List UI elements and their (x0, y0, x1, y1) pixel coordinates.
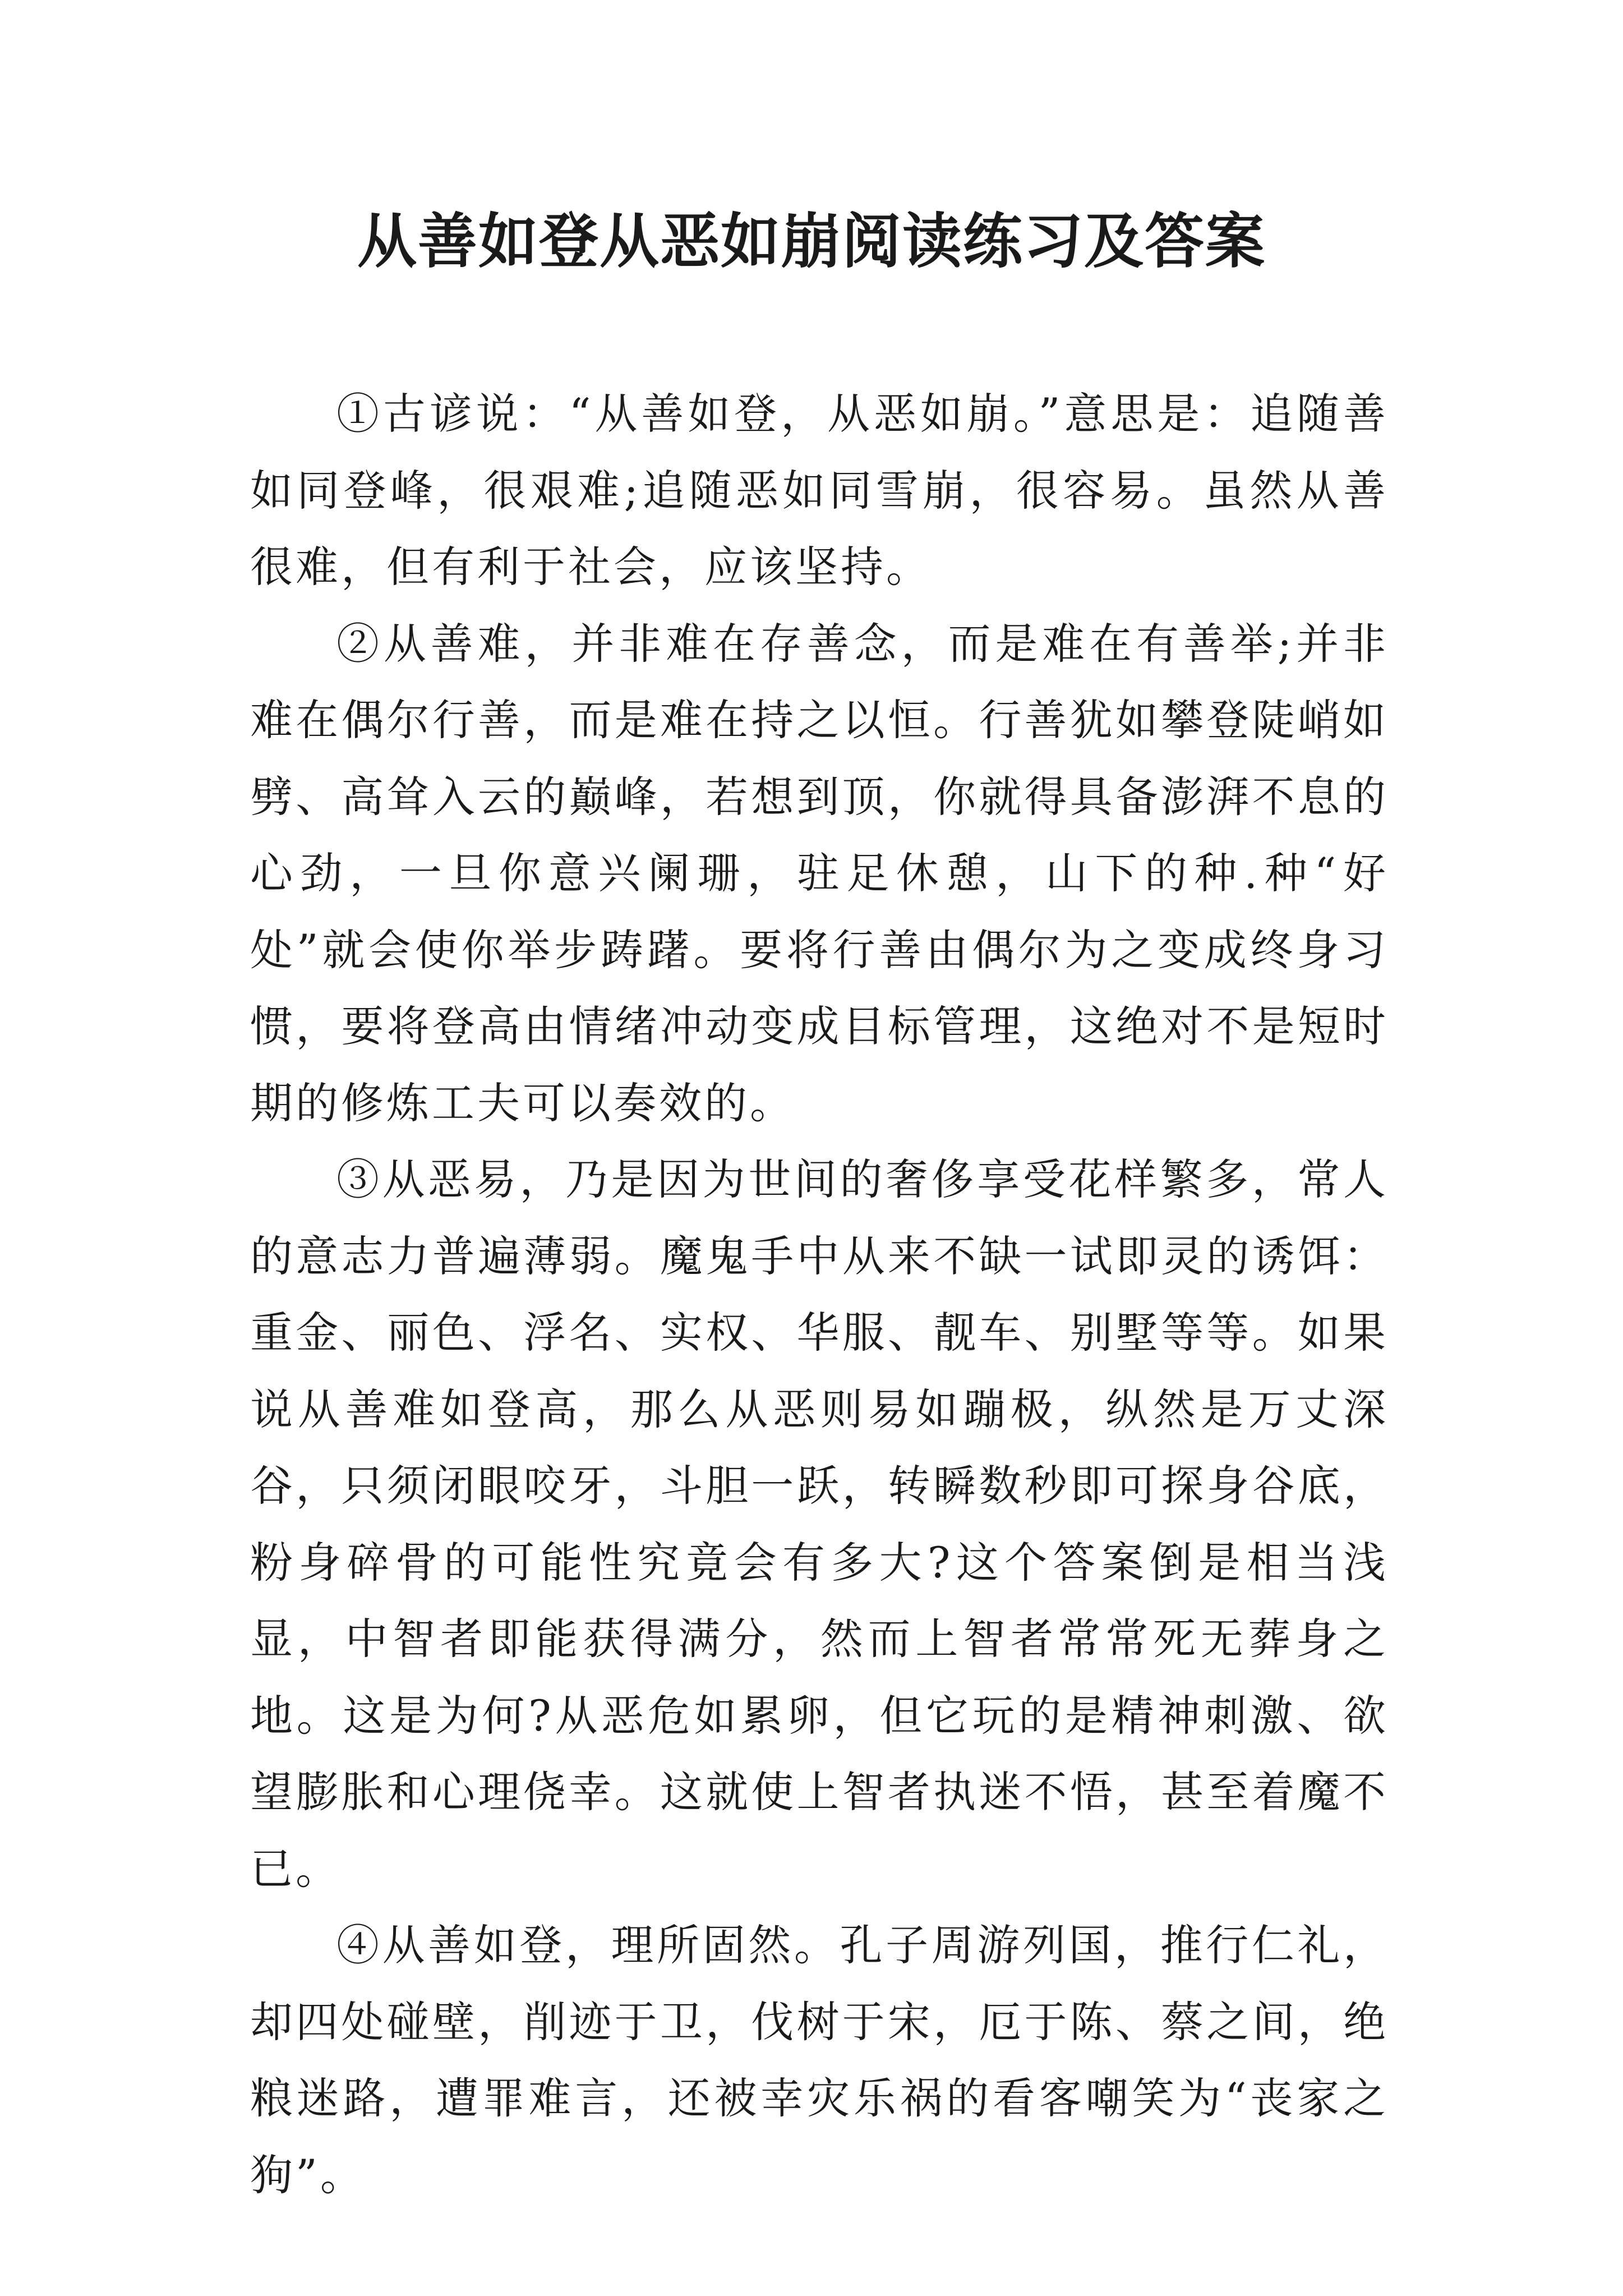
paragraph-2: ②从善难，并非难在存善念，而是难在有善举;并非难在偶尔行善，而是难在持之以恒。行善犹如攀登陡峭如劈、高耸入云的巅峰，若想到顶，你就得具备澎湃不息的心劲，一旦你意兴阑珊，驻足休憩，山下的种.种“好处”就会使你举步踌躇。要将行善由偶尔为之变成终身习惯，要将登高由情绪冲动变成目标管理，这绝对不是短时期的修炼工夫可以奏效的。 (250, 618, 1389, 1128)
paragraph-4: ④从善如登，理所固然。孔子周游列国，推行仁礼，却四处碰壁，削迹于卫，伐树于宋，厄于陈、蔡之间，绝粮迷路，遭罪难言，还被幸灾乐祸的看客嘲笑为“丧家之狗”。 (250, 1920, 1389, 2200)
paragraph-1: ①古谚说：“从善如登，从恶如崩。”意思是：追随善如同登峰，很艰难;追随恶如同雪崩，很容易。虽然从善很难，但有利于社会，应该坚持。 (250, 389, 1389, 592)
document-body (250, 376, 1389, 2214)
paragraph-3: ③从恶易，乃是因为世间的奢侈享受花样繁多，常人的意志力普遍薄弱。魔鬼手中从来不缺一试即灵的诱饵：重金、丽色、浮名、实权、华服、靓车、别墅等等。如果说从善难如登高，那么从恶则易如蹦极，纵然是万丈深谷，只须闭眼咬牙，斗胆一跃，转瞬数秒即可探身谷底，粉身碎骨的可能性究竟会有多大?这个答案倒是相当浅显，中智者即能获得满分，然而上智者常常死无葬身之地。这是为何?从恶危如累卵，但它玩的是精神刺激、欲望膨胀和心理侥幸。这就使上智者执迷不悟，甚至着魔不已。 (250, 1154, 1389, 1894)
document-title: 从善如登从恶如崩阅读练习及答案 (357, 206, 1266, 276)
